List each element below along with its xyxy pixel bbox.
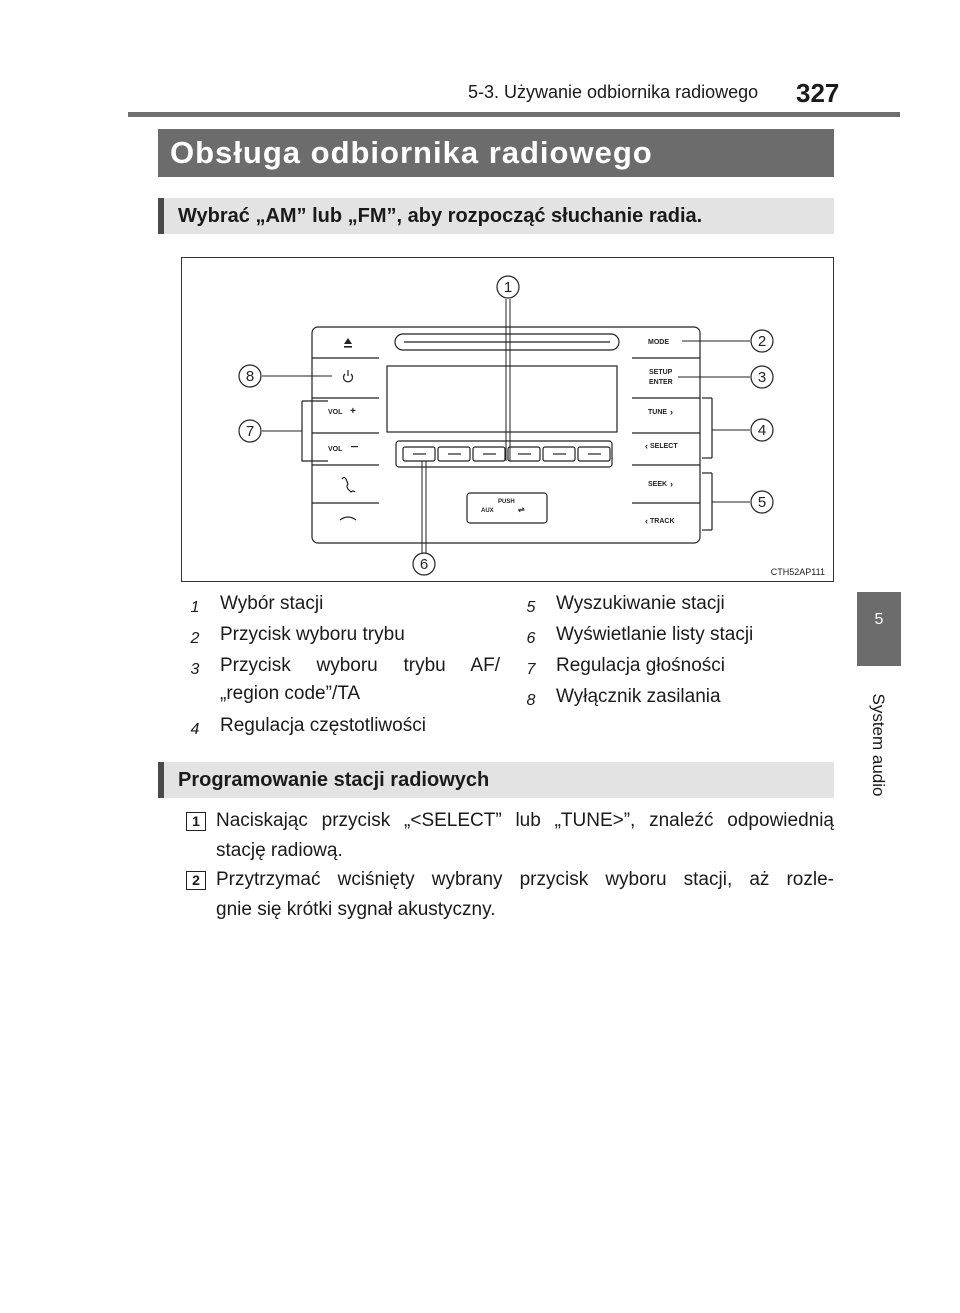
callout-7-label: 7 — [245, 423, 255, 440]
legend-item — [186, 712, 506, 742]
legend-item — [522, 590, 822, 620]
setup-label: SETUP — [649, 369, 673, 376]
step-item — [186, 865, 836, 927]
legend-text: Wybór stacji — [220, 593, 324, 614]
svg-text:›: › — [670, 479, 673, 489]
figure-code: CTH52AP111 — [770, 567, 825, 577]
step-text-line: stację radiową. — [216, 840, 343, 861]
main-title: Obsługa odbiornika radiowego — [158, 129, 834, 177]
legend-number: 5 — [526, 599, 536, 616]
vol-minus-label: VOL — [328, 446, 343, 453]
callout-3-label: 3 — [757, 369, 767, 386]
step-text-line: Przytrzymać wciśnięty wybrany przycisk wyboru stacji, aż rozle- — [216, 869, 834, 890]
step-number: 1 — [186, 812, 206, 831]
step-item — [186, 806, 836, 868]
radio-panel-illustration — [182, 258, 835, 583]
legend-text: Wyłącznik zasilania — [556, 686, 721, 707]
header-section-title: 5-3. Używanie odbiornika radiowego — [468, 82, 759, 102]
chapter-label-text: System audio — [869, 693, 888, 797]
aux-label: AUX — [481, 508, 494, 514]
legend-text-line: „region code”/TA — [220, 683, 361, 704]
callout-5-label: 5 — [757, 494, 767, 511]
callout-8-label: 8 — [245, 368, 255, 385]
legend-text: Regulacja głośności — [556, 655, 725, 676]
page-number: 327 — [796, 78, 840, 108]
legend-item — [186, 652, 506, 712]
callout-2-label: 2 — [757, 333, 767, 350]
enter-label: ENTER — [649, 379, 673, 386]
push-label: PUSH — [498, 499, 515, 505]
step-text — [216, 865, 834, 925]
legend-number: 6 — [526, 630, 536, 647]
legend-number: 7 — [526, 661, 536, 678]
tune-label: TUNE — [648, 409, 668, 416]
mode-label: MODE — [648, 339, 669, 346]
chapter-number: 5 — [874, 611, 884, 628]
svg-text:‹: ‹ — [645, 516, 648, 526]
step-text — [216, 806, 834, 866]
step-number: 2 — [186, 871, 206, 890]
legend-item — [522, 683, 822, 713]
legend-item — [186, 590, 506, 620]
legend-number: 3 — [190, 661, 200, 678]
legend-text-line: Przycisk wyboru trybu AF/ — [220, 655, 500, 676]
legend-text: Wyszukiwanie stacji — [556, 593, 725, 614]
intro-bar: Wybrać „AM” lub „FM”, aby rozpocząć słuchanie radia. — [158, 198, 834, 234]
legend-number: 4 — [190, 721, 200, 738]
legend-item — [186, 621, 506, 651]
step-text-line: gnie się krótki sygnał akustyczny. — [216, 899, 496, 920]
header-rule — [128, 112, 900, 117]
vol-plus-label: VOL — [328, 409, 343, 416]
legend-number: 8 — [526, 692, 536, 709]
display-screen — [387, 366, 617, 432]
usb-aux-port — [467, 493, 547, 523]
seek-label: SEEK — [648, 481, 668, 488]
callout-4-label: 4 — [757, 422, 767, 439]
track-label: TRACK — [650, 518, 675, 525]
svg-text:›: › — [670, 407, 673, 417]
legend-text: Wyświetlanie listy stacji — [556, 624, 754, 645]
svg-text:+: + — [350, 406, 356, 417]
side-chapter-tab — [857, 592, 901, 666]
svg-text:‹: ‹ — [645, 441, 648, 451]
legend-item — [522, 621, 822, 651]
step-text-line: Naciskając przycisk „<SELECT” lub „TUNE>”, znaleźć odpowiednią — [216, 810, 834, 831]
svg-text:⇌: ⇌ — [518, 505, 525, 514]
legend-text: Przycisk wyboru trybu — [220, 624, 405, 645]
legend-number: 1 — [190, 599, 200, 616]
legend-text: Regulacja częstotliwości — [220, 715, 426, 736]
side-chapter-label — [866, 680, 890, 810]
select-label: SELECT — [650, 443, 678, 450]
section-title-programming: Programowanie stacji radiowych — [158, 762, 834, 798]
legend-number: 2 — [190, 630, 200, 647]
callout-1-label: 1 — [503, 279, 513, 296]
callout-6-label: 6 — [419, 556, 429, 573]
radio-figure — [181, 257, 834, 582]
legend-text — [220, 652, 500, 708]
legend-item — [522, 652, 822, 682]
